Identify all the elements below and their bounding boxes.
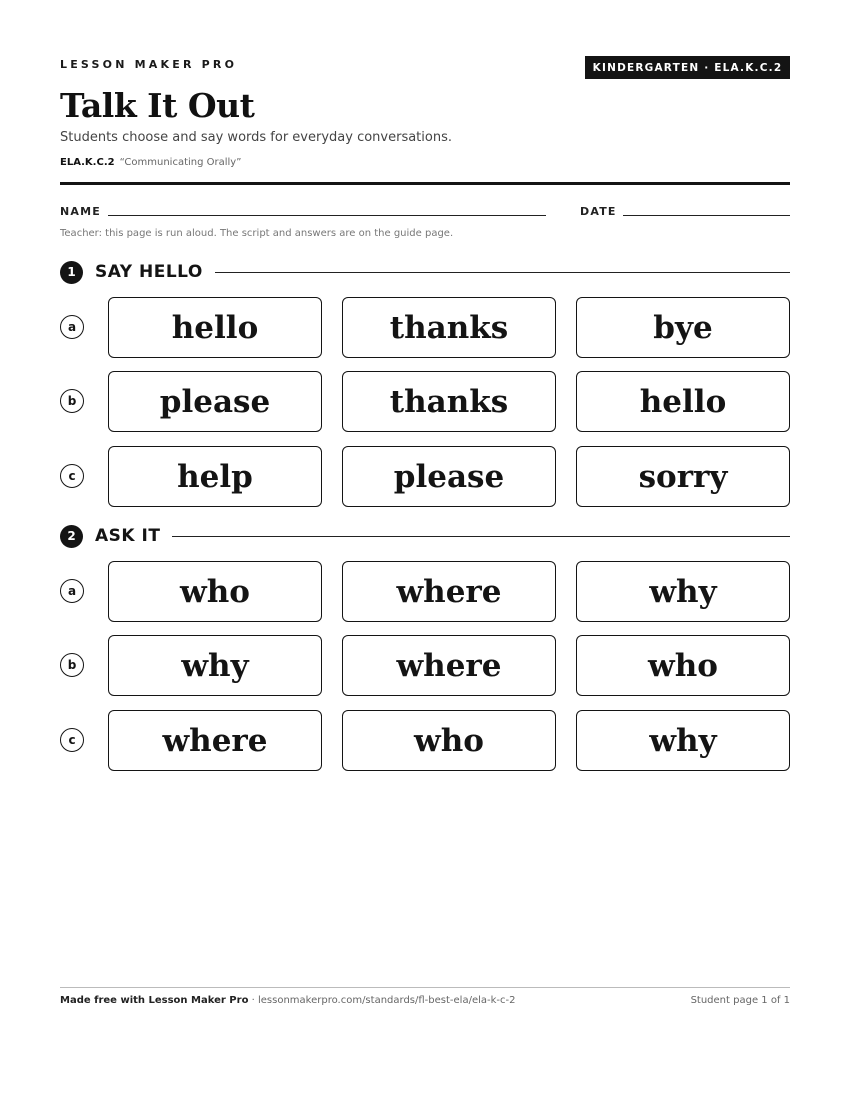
name-label: NAME [60, 205, 101, 218]
section-divider [215, 272, 790, 273]
section-divider [172, 536, 790, 537]
question-row [60, 635, 790, 697]
date-field[interactable] [623, 215, 790, 216]
footer-url[interactable]: · lessonmakerpro.com/standards/fl-best-ela/ela-k-c-2 [248, 995, 516, 1006]
name-field[interactable] [108, 215, 546, 216]
footer-credit [60, 995, 515, 1006]
row-letter-badge: b [60, 389, 84, 413]
row-letter-badge: c [60, 728, 84, 752]
section-number-badge: 1 [60, 261, 83, 284]
standard-line [60, 157, 241, 168]
question-row [60, 446, 790, 508]
question-row [60, 371, 790, 433]
standard-code: ELA.K.C.2 [60, 157, 115, 168]
teacher-note: Teacher: this page is run aloud. The script and answers are on the guide page. [60, 228, 454, 239]
question-row [60, 297, 790, 359]
word-card[interactable]: please [108, 371, 322, 432]
word-card[interactable]: help [108, 446, 322, 507]
footer-made-with: Made free with Lesson Maker Pro [60, 995, 249, 1006]
section-ask-it [60, 524, 790, 548]
row-letter-badge: b [60, 653, 84, 677]
word-card[interactable]: thanks [342, 297, 556, 358]
footer-page-number: Student page 1 of 1 [690, 995, 790, 1006]
standard-description: “Communicating Orally” [119, 157, 242, 168]
section-say-hello [60, 260, 790, 284]
word-card[interactable]: hello [108, 297, 322, 358]
word-card[interactable]: why [108, 635, 322, 696]
word-card[interactable]: why [576, 561, 790, 622]
page-title: Talk It Out [60, 86, 255, 125]
page-subtitle: Students choose and say words for everyday conversations. [60, 130, 452, 145]
grade-badge: KINDERGARTEN · ELA.K.C.2 [585, 56, 790, 79]
question-row [60, 561, 790, 623]
word-card[interactable]: where [342, 635, 556, 696]
word-card[interactable]: who [342, 710, 556, 771]
brand-name: LESSON MAKER PRO [60, 58, 238, 71]
header-divider [60, 182, 790, 185]
question-row [60, 710, 790, 772]
word-card[interactable]: why [576, 710, 790, 771]
word-card[interactable]: hello [576, 371, 790, 432]
row-letter-badge: a [60, 315, 84, 339]
row-letter-badge: c [60, 464, 84, 488]
word-card[interactable]: please [342, 446, 556, 507]
word-card[interactable]: where [108, 710, 322, 771]
date-label: DATE [580, 205, 617, 218]
section-title: SAY HELLO [95, 262, 203, 282]
word-card[interactable]: where [342, 561, 556, 622]
section-number-badge: 2 [60, 525, 83, 548]
word-card[interactable]: thanks [342, 371, 556, 432]
word-card[interactable]: bye [576, 297, 790, 358]
word-card[interactable]: who [576, 635, 790, 696]
word-card[interactable]: who [108, 561, 322, 622]
section-title: ASK IT [95, 526, 161, 546]
word-card[interactable]: sorry [576, 446, 790, 507]
row-letter-badge: a [60, 579, 84, 603]
footer-divider [60, 987, 790, 988]
